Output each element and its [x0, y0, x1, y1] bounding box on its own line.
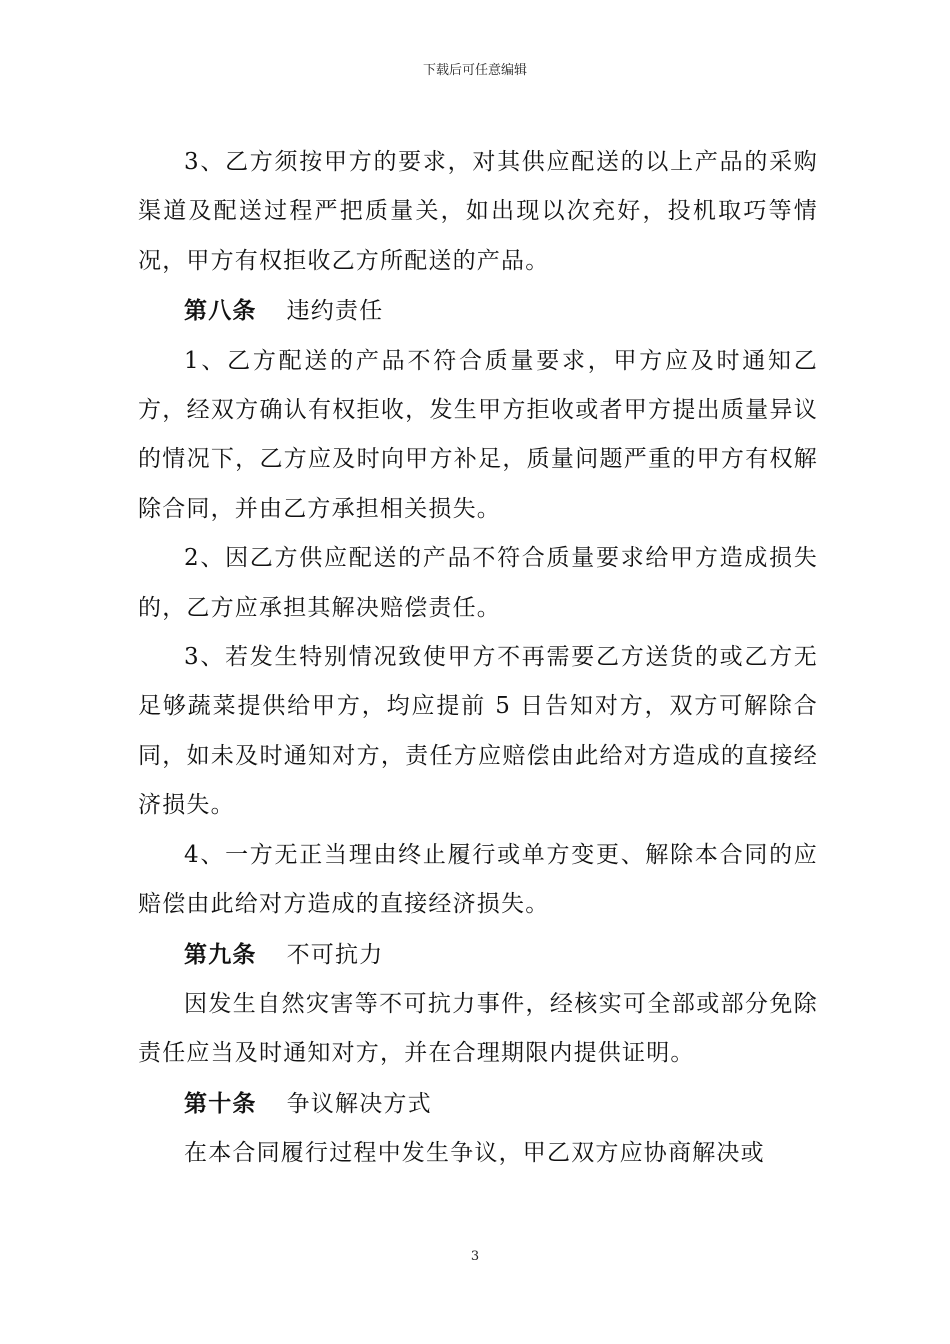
clause-paragraph: 在本合同履行过程中发生争议，甲乙双方应协商解决或: [184, 1140, 765, 1167]
clause-paragraph: 3、若发生特别情况致使甲方不再需要乙方送货的或乙方无足够蔬菜提供给甲方，均应提前 5 日告知对方，双方可解除合同，如未及时通知对方，责任方应赔偿由此给对方造成的直接经济损失。: [138, 644, 818, 819]
clause-paragraph: 4、一方无正当理由终止履行或单方变更、解除本合同的应赔偿由此给对方造成的直接经济损失。: [138, 841, 818, 918]
document-body: [138, 138, 818, 1179]
article-heading-10: [138, 1079, 818, 1129]
clause-paragraph: 因发生自然灾害等不可抗力事件，经核实可全部或部分免除责任应当及时通知对方，并在合理期限内提供证明。: [138, 990, 818, 1067]
article-title: 违约责任: [286, 298, 384, 325]
article-number: 第八条: [184, 297, 257, 325]
article-title: 争议解决方式: [286, 1090, 432, 1117]
article-heading-9: [138, 930, 818, 980]
page-header: 下载后可任意编辑: [422, 63, 527, 78]
article-title: 不可抗力: [286, 941, 384, 968]
clause-paragraph: 1、乙方配送的产品不符合质量要求，甲方应及时通知乙方，经双方确认有权拒收，发生甲方拒收或者甲方提出质量异议的情况下，乙方应及时向甲方补足，质量问题严重的甲方有权解除合同，并由乙方承担相关损失。: [138, 347, 818, 522]
article-number: 第九条: [184, 940, 257, 968]
clause-paragraph: 2、因乙方供应配送的产品不符合质量要求给甲方造成损失的，乙方应承担其解决赔偿责任。: [138, 545, 818, 621]
page-number: 3: [470, 1249, 480, 1264]
clause-paragraph: 3、乙方须按甲方的要求，对其供应配送的以上产品的采购渠道及配送过程严把质量关，如出现以次充好，投机取巧等情况，甲方有权拒收乙方所配送的产品。: [138, 149, 818, 274]
article-number: 第十条: [184, 1089, 257, 1117]
article-heading-8: [138, 286, 818, 336]
